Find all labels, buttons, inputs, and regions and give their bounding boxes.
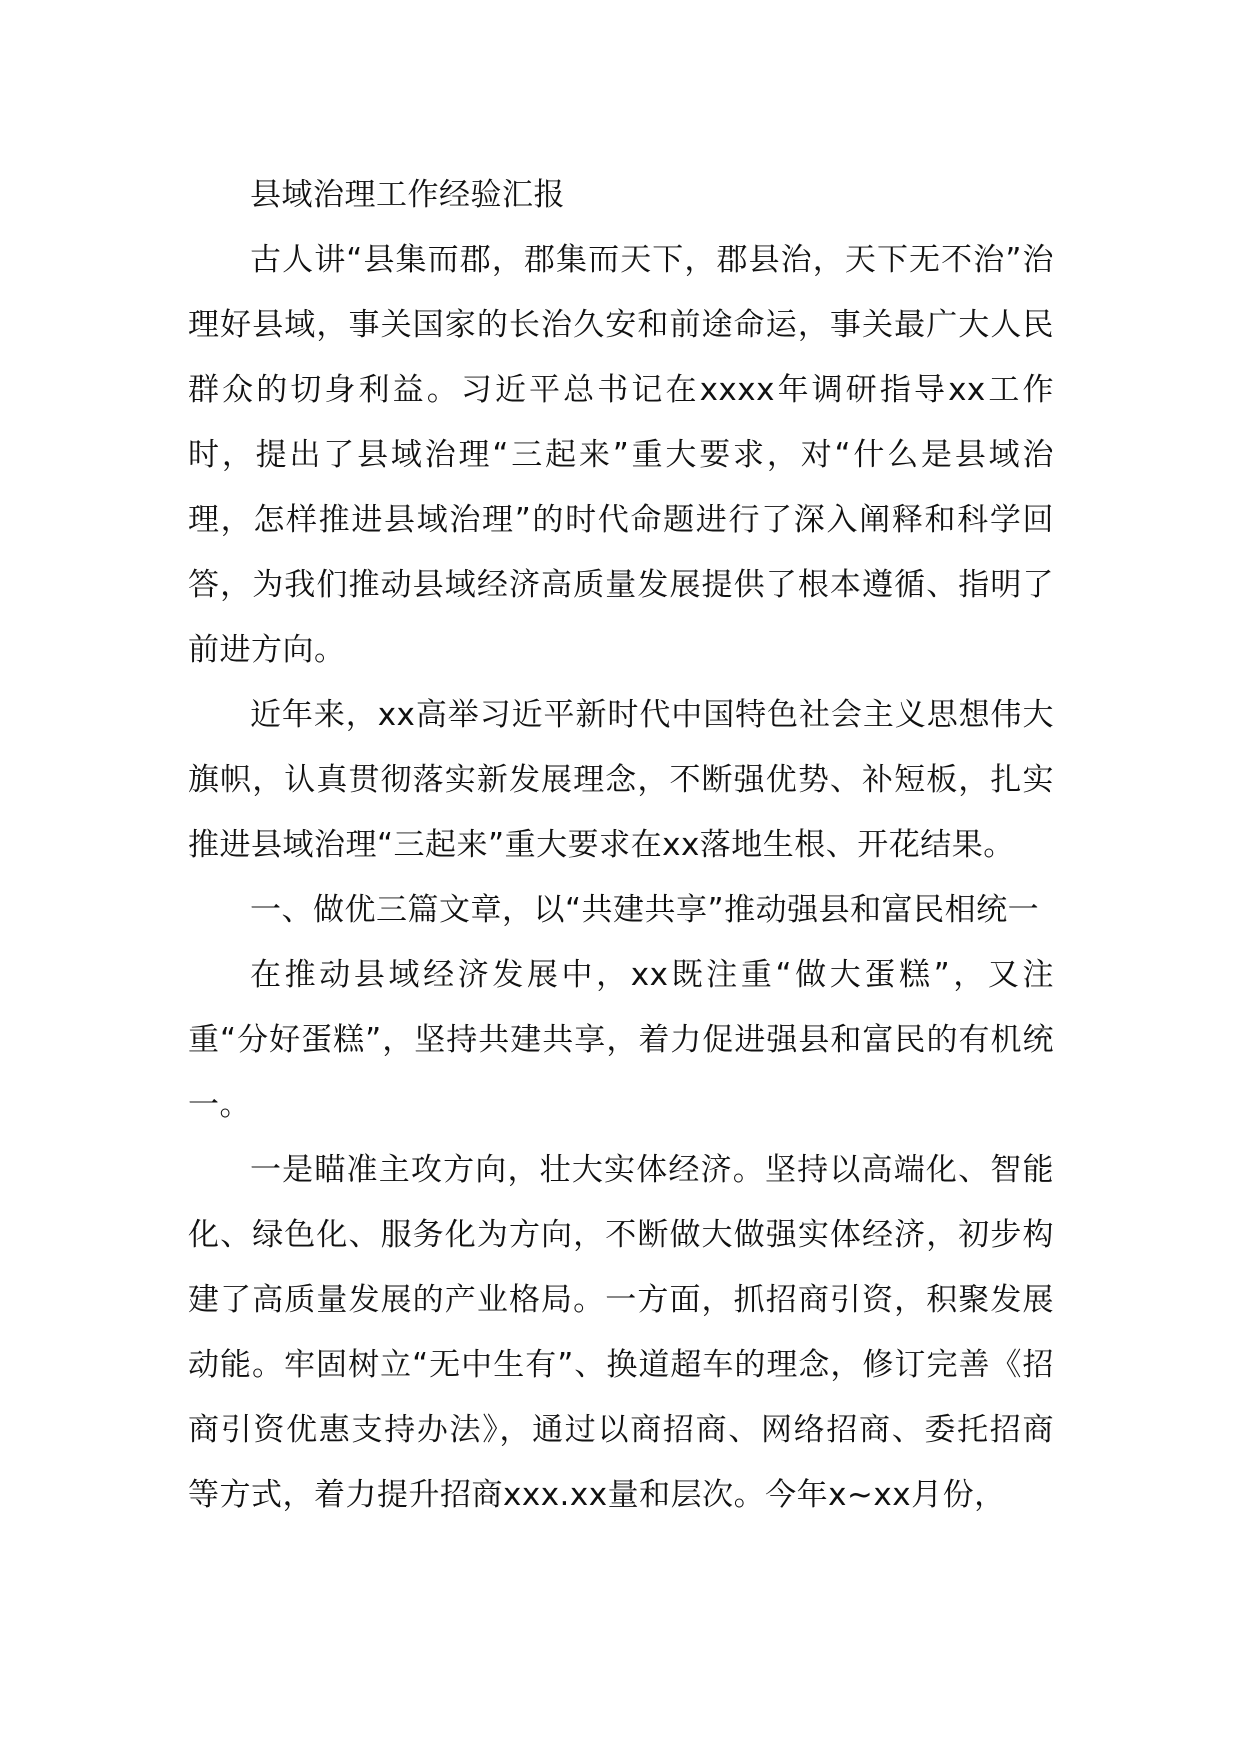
paragraph-first-measure: 一是瞄准主攻方向，壮大实体经济。坚持以高端化、智能化、绿色化、服务化为方向，不断做大做强实体经济，初步构建了高质量发展的产业格局。一方面，抓招商引资，积聚发展动能。牢固树立“无中生有”、换道超车的理念，修订完善《招商引资优惠支持办法》，通过以商招商、网络招商、委托招商等方式，着力提升招商xxx.xx量和层次。今年x~xx月份，: [188, 1152, 1054, 1513]
document-body: [188, 163, 1054, 1528]
paragraph-section-one-intro: 在推动县域经济发展中，xx既注重“做大蛋糕”，又注重“分好蛋糕”，坚持共建共享，着力促进强县和富民的有机统一。: [188, 957, 1054, 1123]
document-title: 县域治理工作经验汇报: [250, 177, 565, 213]
paragraph-recent-years: 近年来，xx高举习近平新时代中国特色社会主义思想伟大旗帜，认真贯彻落实新发展理念，不断强优势、补短板，扎实推进县域治理“三起来”重大要求在xx落地生根、开花结果。: [188, 697, 1054, 863]
section-heading-one: 一、做优三篇文章，以“共建共享”推动强县和富民相统一: [250, 892, 1040, 928]
paragraph-intro: 古人讲“县集而郡，郡集而天下，郡县治，天下无不治”治理好县域，事关国家的长治久安和前途命运，事关最广大人民群众的切身利益。习近平总书记在xxxx年调研指导xx工作时，提出了县域治理“三起来”重大要求，对“什么是县域治理，怎样推进县域治理”的时代命题进行了深入阐释和科学回答，为我们推动县域经济高质量发展提供了根本遵循、指明了前进方向。: [188, 242, 1054, 668]
